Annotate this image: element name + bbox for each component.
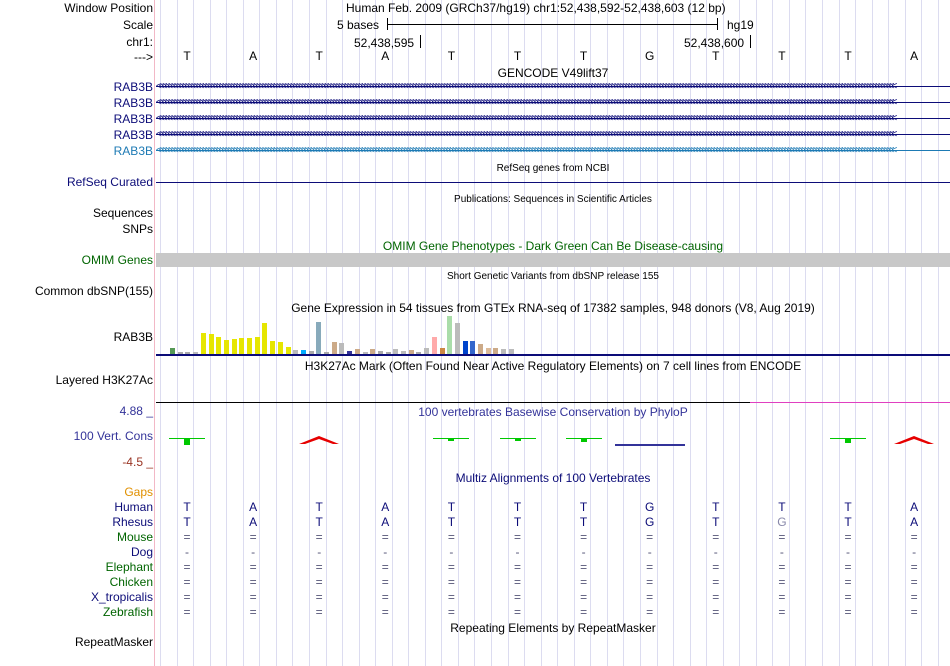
alignment-base: T [844,515,852,529]
alignment-base: T [183,515,191,529]
alignment-base: T [579,515,588,529]
label-gene-rab3b-5[interactable]: RAB3B [113,144,153,158]
strand-arrows-icon: <<<<<<<<<<<<<<<<<<<<<<<<<<<<<<<<<<<<<<<<<<<<<<<<<<<<<<<<<<<<<<<<<<<<<<<<<<<<<<<<<<<<<<<<<<<<<<<<<<<<<<<<<<<<<<<<<<<<<<<<<<<<<<<<<<<<<<<<<<<<<<<<<<<<<<<<<<<<<<<<<<<<<<<<<<<<<<<<<<<<<<<<<<<<<<<<<<<<<<<<<<<<<<<<<<<<<<<<<<<<<<<<<<<<<<<<<<<<<<<<<<<<<<<<<<<<<<<<<<<< [156,129,895,140]
alignment-base: T [315,515,323,529]
track-title-gtex[interactable]: Gene Expression in 54 tissues from GTEx RNA-seq of 17382 samples, 948 donors (V8, Aug 2019) [291,301,815,315]
alignment-base: = [315,605,323,619]
alignment-base: = [778,605,786,619]
base-letter: T [183,49,191,63]
track-title-phylop[interactable]: 100 vertebrates Basewise Conservation by PhyloP [418,405,688,419]
alignment-base: T [315,500,323,514]
alignment-base: = [910,530,918,544]
phylop-negative-peak[interactable] [299,435,339,445]
alignment-base: A [249,500,258,514]
gene-model-rab3b[interactable] [156,96,950,110]
gene-model-rab3b[interactable] [156,80,950,94]
base-letter: G [645,49,655,63]
alignment-base: = [249,560,257,574]
gtex-tissue-bar[interactable] [278,342,283,354]
label-gene-rab3b-2[interactable]: RAB3B [113,96,153,110]
alignment-base: = [447,590,455,604]
alignment-base: T [447,515,456,529]
alignment-base: A [381,515,390,529]
gene-model-rab3b[interactable] [156,112,950,126]
track-title-omim[interactable]: OMIM Gene Phenotypes - Dark Green Can Be Disease-causing [382,239,724,253]
alignment-base: = [183,560,191,574]
alignment-base: = [712,560,720,574]
alignment-base: = [646,605,654,619]
alignment-base: = [513,605,521,619]
alignment-base: - [647,545,652,559]
alignment-base: = [778,530,786,544]
alignment-base: = [580,590,588,604]
alignment-base: = [183,605,191,619]
gtex-expression-bars[interactable] [156,315,950,354]
alignment-base: = [381,560,389,574]
alignment-base: = [910,605,918,619]
gtex-tissue-bar[interactable] [470,341,475,354]
alignment-base: G [777,515,787,529]
phylop-score-bar[interactable] [581,439,587,442]
alignment-base: = [712,530,720,544]
alignment-base: = [513,575,521,589]
alignment-base: = [513,560,521,574]
label-common-dbsnp[interactable]: Common dbSNP(155) [34,284,153,298]
alignment-base: = [249,530,257,544]
alignment-base: - [383,545,388,559]
alignment-base: = [844,560,852,574]
label-omim-genes[interactable]: OMIM Genes [81,253,153,267]
alignment-base: = [249,590,257,604]
gtex-tissue-bar[interactable] [478,344,483,354]
track-title-multiz[interactable]: Multiz Alignments of 100 Vertebrates [455,471,651,485]
gtex-tissue-bar[interactable] [432,337,437,354]
gtex-tissue-bar[interactable] [447,316,452,354]
alignment-base: = [844,590,852,604]
label-species-chicken[interactable]: Chicken [109,575,153,589]
alignment-base: = [580,575,588,589]
alignment-base: - [515,545,520,559]
alignment-base: A [910,500,919,514]
scale-db: hg19 [727,18,754,32]
assembly-position: Human Feb. 2009 (GRCh37/hg19) chr1:52,438,592-52,438,603 (12 bp) [346,1,726,15]
alignment-base: T [712,500,720,514]
alignment-base: = [646,560,654,574]
gtex-tissue-bar[interactable] [332,342,337,354]
gtex-tissue-bar[interactable] [247,338,252,354]
gtex-tissue-bar[interactable] [339,343,344,354]
label-scale: Scale [122,18,153,32]
alignment-base: T [513,515,522,529]
track-title-dbsnp[interactable]: Short Genetic Variants from dbSNP release 155 [447,271,659,282]
alignment-base: A [381,500,390,514]
h3k27ac-signal [750,402,950,403]
track-area[interactable] [156,0,950,666]
alignment-base: - [251,545,256,559]
label-species-dog[interactable]: Dog [130,545,153,559]
gtex-tissue-bar[interactable] [286,347,291,354]
alignment-base: = [778,560,786,574]
gtex-tissue-bar[interactable] [255,337,260,354]
gtex-tissue-bar[interactable] [209,334,214,354]
base-letter: T [778,49,786,63]
alignment-base: = [778,590,786,604]
base-letter: T [315,49,323,63]
label-layered-h3k27ac[interactable]: Layered H3K27Ac [55,373,153,387]
label-gene-rab3b-4[interactable]: RAB3B [113,128,153,142]
label-refseq-curated[interactable]: RefSeq Curated [66,175,153,189]
label-snps[interactable]: SNPs [122,222,153,236]
coord-left: 52,438,595 [354,36,415,50]
label-gaps[interactable]: Gaps [124,485,153,499]
gtex-tissue-bar[interactable] [201,333,206,354]
alignment-base: = [315,590,323,604]
alignment-base: - [912,545,917,559]
coord-left-tick [420,35,421,48]
alignment-base: = [580,530,588,544]
alignment-base: = [183,530,191,544]
label-gene-rab3b-1[interactable]: RAB3B [113,80,153,94]
label-chrom: chr1: [126,35,153,49]
gtex-tissue-bar[interactable] [239,338,244,354]
alignment-base: = [381,530,389,544]
strand-arrows-icon: <<<<<<<<<<<<<<<<<<<<<<<<<<<<<<<<<<<<<<<<<<<<<<<<<<<<<<<<<<<<<<<<<<<<<<<<<<<<<<<<<<<<<<<<<<<<<<<<<<<<<<<<<<<<<<<<<<<<<<<<<<<<<<<<<<<<<<<<<<<<<<<<<<<<<<<<<<<<<<<<<<<<<<<<<<<<<<<<<<<<<<<<<<<<<<<<<<<<<<<<<<<<<<<<<<<<<<<<<<<<<<<<<<<<<<<<<<<<<<<<<<<<<<<<<<<<<<<<<<<< [156,113,895,124]
gtex-tissue-bar[interactable] [316,322,321,354]
alignment-base: = [381,605,389,619]
label-species-elephant[interactable]: Elephant [105,560,153,574]
alignment-base: = [315,560,323,574]
strand-arrows-icon: <<<<<<<<<<<<<<<<<<<<<<<<<<<<<<<<<<<<<<<<<<<<<<<<<<<<<<<<<<<<<<<<<<<<<<<<<<<<<<<<<<<<<<<<<<<<<<<<<<<<<<<<<<<<<<<<<<<<<<<<<<<<<<<<<<<<<<<<<<<<<<<<<<<<<<<<<<<<<<<<<<<<<<<<<<<<<<<<<<<<<<<<<<<<<<<<<<<<<<<<<<<<<<<<<<<<<<<<<<<<<<<<<<<<<<<<<<<<<<<<<<<<<<<<<<<<<<<<<<<< [156,97,895,108]
gtex-tissue-bar[interactable] [270,341,275,354]
alignment-base: = [844,605,852,619]
alignment-base: = [910,590,918,604]
label-divider [154,0,155,666]
alignment-base: T [844,500,852,514]
gtex-tissue-bar[interactable] [463,341,468,354]
alignment-base: - [846,545,850,559]
label-cons-max: 4.88 _ [119,404,153,418]
label-species-human[interactable]: Human [114,500,153,514]
alignment-base: = [646,575,654,589]
alignment-base: = [712,605,720,619]
refseq-gene-line[interactable] [156,182,950,183]
alignment-base: = [183,590,191,604]
strand-arrows-icon: <<<<<<<<<<<<<<<<<<<<<<<<<<<<<<<<<<<<<<<<<<<<<<<<<<<<<<<<<<<<<<<<<<<<<<<<<<<<<<<<<<<<<<<<<<<<<<<<<<<<<<<<<<<<<<<<<<<<<<<<<<<<<<<<<<<<<<<<<<<<<<<<<<<<<<<<<<<<<<<<<<<<<<<<<<<<<<<<<<<<<<<<<<<<<<<<<<<<<<<<<<<<<<<<<<<<<<<<<<<<<<<<<<<<<<<<<<<<<<<<<<<<<<<<<<<<<<<<<<<< [156,145,895,156]
base-letter: A [249,49,258,63]
base-letter: T [513,49,522,63]
base-letter: T [712,49,720,63]
scale-text: 5 bases [337,18,380,32]
label-arrow: ---> [134,50,153,64]
alignment-base: - [713,545,718,559]
label-gtex-gene[interactable]: RAB3B [113,330,153,344]
alignment-base: T [183,500,191,514]
alignment-base: = [580,560,588,574]
base-letter: T [844,49,852,63]
label-gene-rab3b-3[interactable]: RAB3B [113,112,153,126]
alignment-base: = [513,590,521,604]
alignment-base: G [645,500,655,514]
label-sequences[interactable]: Sequences [92,206,153,220]
alignment-base: - [449,545,454,559]
label-repeatmasker[interactable]: RepeatMasker [74,635,153,649]
track-title-repeatmasker[interactable]: Repeating Elements by RepeatMasker [450,621,656,635]
base-letter: T [579,49,588,63]
label-cons-min: -4.5 _ [122,455,153,469]
alignment-base: = [646,530,654,544]
phylop-score-bar[interactable] [515,439,521,441]
alignment-base: = [447,575,455,589]
alignment-base: = [447,530,455,544]
alignment-base: = [447,605,455,619]
alignment-base: = [381,575,389,589]
scale-bar-right-tick [717,18,718,30]
alignment-base: - [317,545,322,559]
alignment-base: - [581,545,586,559]
track-title-refseq[interactable]: RefSeq genes from NCBI [496,163,610,174]
alignment-base: = [249,605,257,619]
phylop-negative-line [615,444,685,446]
alignment-base: T [778,500,786,514]
gtex-tissue-bar[interactable] [262,323,267,354]
track-title-gencode[interactable]: GENCODE V49lift37 [497,66,609,80]
label-species-rhesus[interactable]: Rhesus [112,515,153,529]
alignment-base: = [315,530,323,544]
phylop-score-bar[interactable] [448,439,454,441]
alignment-base: = [712,590,720,604]
alignment-base: = [249,575,257,589]
label-100-vert-cons[interactable]: 100 Vert. Cons [73,429,153,443]
alignment-base: = [910,560,918,574]
gtex-tissue-bar[interactable] [224,340,229,354]
alignment-base: = [315,575,323,589]
gtex-baseline [156,354,950,356]
alignment-base: T [712,515,720,529]
label-species-zebrafish[interactable]: Zebrafish [102,605,153,619]
alignment-base: = [381,590,389,604]
alignment-base: A [910,515,919,529]
gene-model-rab3b[interactable] [156,144,950,158]
alignment-base: = [910,575,918,589]
phylop-score-bar[interactable] [184,439,190,445]
alignment-base: T [513,500,522,514]
alignment-base: = [183,575,191,589]
gene-model-rab3b[interactable] [156,128,950,142]
alignment-base: = [778,575,786,589]
coord-right-tick [750,35,751,48]
alignment-base: = [844,530,852,544]
gtex-tissue-bar[interactable] [455,323,460,354]
alignment-base: = [580,605,588,619]
label-species-mouse[interactable]: Mouse [116,530,153,544]
alignment-base: T [579,500,588,514]
track-title-h3k27ac[interactable]: H3K27Ac Mark (Often Found Near Active Regulatory Elements) on 7 cell lines from ENCODE [304,359,802,373]
gtex-tissue-bar[interactable] [232,339,237,354]
gtex-tissue-bar[interactable] [216,337,221,354]
omim-gene-bar[interactable] [156,253,950,267]
alignment-base: - [779,545,784,559]
coord-right: 52,438,600 [684,36,745,50]
alignment-base: G [645,515,655,529]
track-labels [0,0,153,666]
base-letter: A [910,49,919,63]
track-title-publications[interactable]: Publications: Sequences in Scientific Articles [454,194,652,205]
alignment-base: = [513,530,521,544]
alignment-base: = [844,575,852,589]
alignment-base: - [185,545,189,559]
base-letter: A [381,49,390,63]
alignment-base: = [646,590,654,604]
phylop-negative-peak[interactable] [894,435,934,445]
alignment-base: T [447,500,456,514]
label-species-x-tropicalis[interactable]: X_tropicalis [90,590,153,604]
strand-arrows-icon: <<<<<<<<<<<<<<<<<<<<<<<<<<<<<<<<<<<<<<<<<<<<<<<<<<<<<<<<<<<<<<<<<<<<<<<<<<<<<<<<<<<<<<<<<<<<<<<<<<<<<<<<<<<<<<<<<<<<<<<<<<<<<<<<<<<<<<<<<<<<<<<<<<<<<<<<<<<<<<<<<<<<<<<<<<<<<<<<<<<<<<<<<<<<<<<<<<<<<<<<<<<<<<<<<<<<<<<<<<<<<<<<<<<<<<<<<<<<<<<<<<<<<<<<<<<<<<<<<<<< [156,81,895,92]
base-letter: T [447,49,456,63]
h3k27ac-baseline [156,402,750,403]
alignment-base: A [249,515,258,529]
alignment-base: = [447,560,455,574]
alignment-base: = [712,575,720,589]
label-window-position: Window Position [64,1,153,15]
phylop-score-bar[interactable] [845,439,851,443]
scale-bar [387,24,718,25]
